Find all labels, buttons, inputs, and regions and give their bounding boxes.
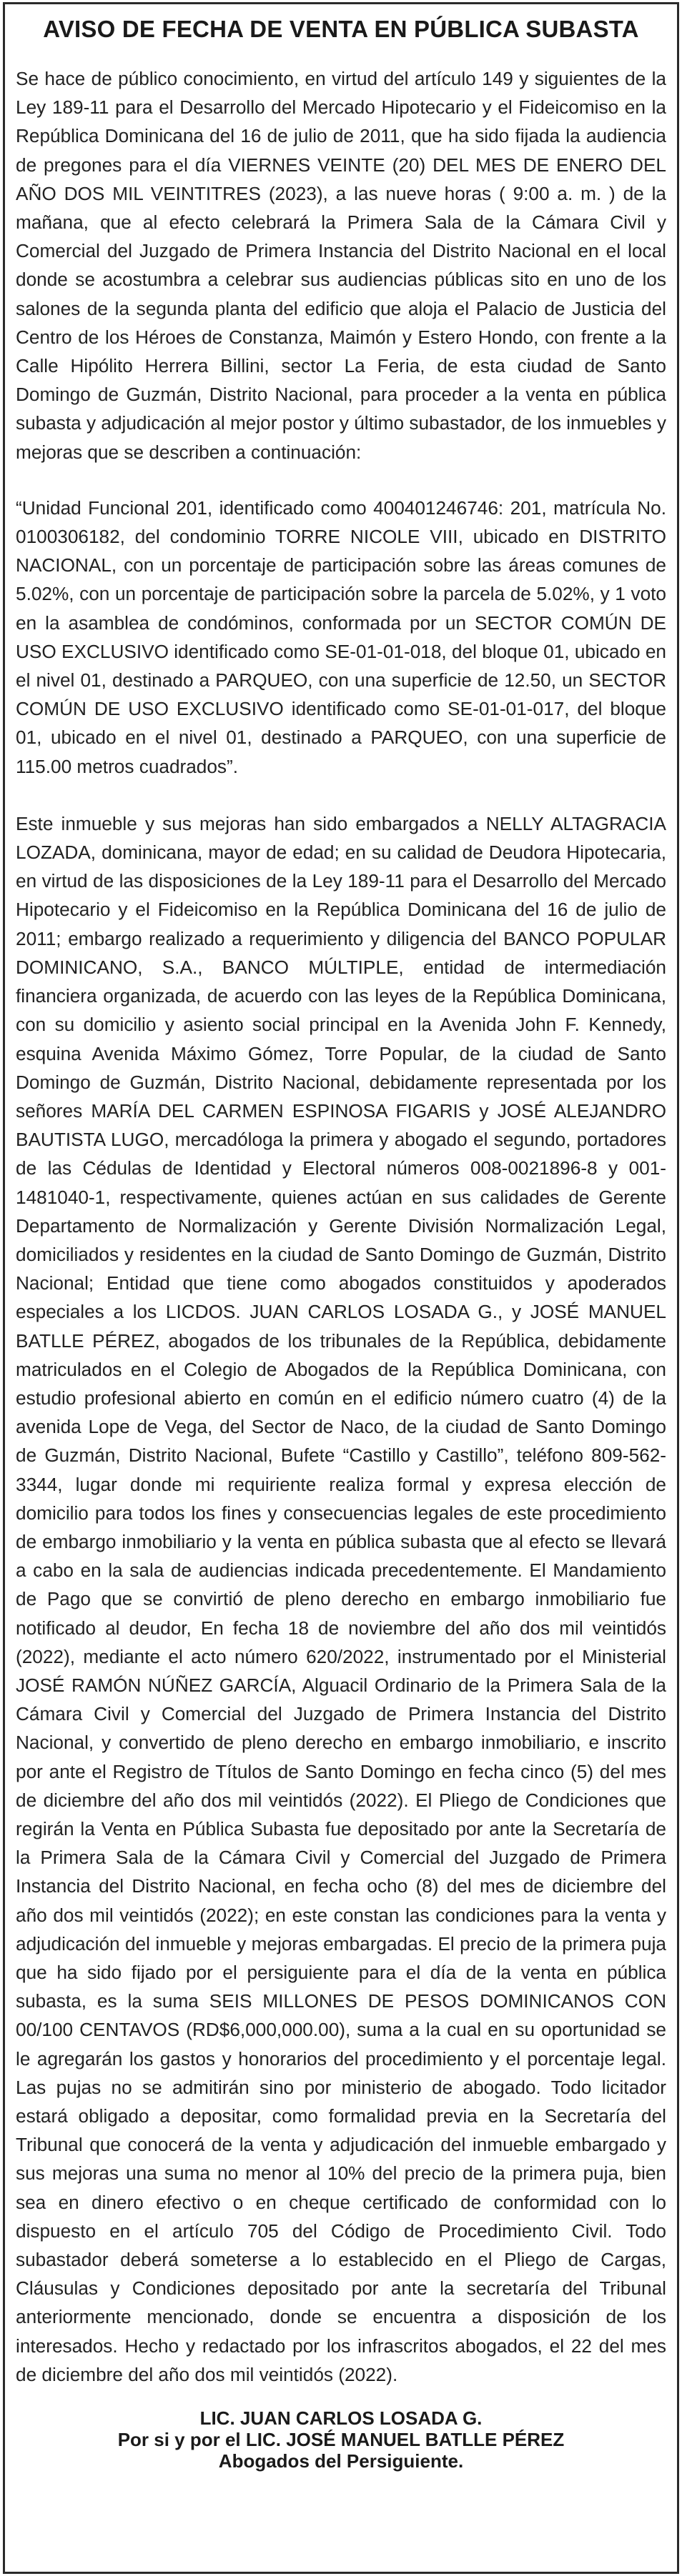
signature-line-co-lawyer: Por si y por el LIC. JOSÉ MANUEL BATLLE PÉREZ	[117, 2429, 565, 2451]
announcement-paragraph: Se hace de público conocimiento, en virtud del artículo 149 y siguientes de la Ley 189-11 para el Desarrollo del Mercado Hipotecario y el Fideicomiso en la República Dominicana del 16 de julio de 2011, que ha sido fijada la audiencia de pregones para el día VIERNES VEINTE (20) DEL MES DE ENERO DEL AÑO DOS MIL VEINTITRES (2023), a las nueve horas ( 9:00 a. m. ) de la mañana, que al efecto celebrará la Primera Sala de la Cámara Civil y Comercial del Juzgado de Primera Instancia del Distrito Nacional en el local donde se acostumbra a celebrar sus audiencias públicas sito en uno de los salones de la segunda planta del edificio que aloja el Palacio de Justicia del Centro de los Héroes de Constanza, Maimón y Estero Hondo, con frente a la Calle Hipólito Herrera Billini, sector La Feria, de esta ciudad de Santo Domingo de Guzmán, Distrito Nacional, para proceder a la venta en pública subasta y adjudicación al mejor postor y último subastador, de los inmuebles y mejoras que se describen a continuación:	[16, 68, 666, 463]
property-description-paragraph: “Unidad Funcional 201, identificado como 400401246746: 201, matrícula No. 0100306182, del condominio TORRE NICOLE VIII, ubicado en DISTRITO NACIONAL, con un porcentaje de participación sobre las áreas comunes de 5.02%, con un porcentaje de participación sobre la parcela de 5.02%, y 1 voto en la asamblea de condóminos, conformada por un SECTOR COMÚN DE USO EXCLUSIVO identificado como SE-01-01-018, del bloque 01, ubicado en el nivel 01, destinado a PARQUEO, con una superficie de 12.50, un SECTOR COMÚN DE USO EXCLUSIVO identificado como SE-01-01-017, del bloque 01, ubicado en el nivel 01, destinado a PARQUEO, con una superficie de 115.00 metros cuadrados”.	[16, 496, 666, 777]
signature-line-role: Abogados del Persiguiente.	[218, 2450, 464, 2472]
signature-line-lawyer: LIC. JUAN CARLOS LOSADA G.	[199, 2407, 483, 2430]
signature-block	[16, 2407, 666, 2472]
notice-body	[16, 16, 666, 2472]
seizure-details-paragraph: Este inmueble y sus mejoras han sido embargados a NELLY ALTAGRACIA LOZADA, dominicana, mayor de edad; en su calidad de Deudora Hipotecaria, en virtud de las disposiciones de la Ley 189-11 para el Desarrollo del Mercado Hipotecario y el Fideicomiso en la República Dominicana del 16 de julio de 2011; embargo realizado a requerimiento y diligencia del BANCO POPULAR DOMINICANO, S.A., BANCO MÚLTIPLE, entidad de intermediación financiera organizada, de acuerdo con las leyes de la República Dominicana, con su domicilio y asiento social principal en la Avenida John F. Kennedy, esquina Avenida Máximo Gómez, Torre Popular, de la ciudad de Santo Domingo de Guzmán, Distrito Nacional, debidamente representada por los señores MARÍA DEL CARMEN ESPINOSA FIGARIS y JOSÉ ALEJANDRO BAUTISTA LUGO, mercadóloga la primera y abogado el segundo, portadores de las Cédulas de Identidad y Electoral números 008-0021896-8 y 001-1481040-1, respectivamente, quienes actúan en sus calidades de Gerente Departamento de Normalización y Gerente División Normalización Legal, domiciliados y residentes en la ciudad de Santo Domingo de Guzmán, Distrito Nacional; Entidad que tiene como abogados constituidos y apoderados especiales a los LICDOS. JUAN CARLOS LOSADA G., y JOSÉ MANUEL BATLLE PÉREZ, abogados de los tribunales de la República, debidamente matriculados en el Colegio de Abogados de la República Dominicana, con estudio profesional abierto en común en el edificio número cuatro (4) de la avenida Lope de Vega, del Sector de Naco, de la ciudad de Santo Domingo de Guzmán, Distrito Nacional, Bufete “Castillo y Castillo”, teléfono 809-562-3344, lugar donde mi requiriente realiza formal y expresa elección de domicilio para todos los fines y consecuencias legales de este procedimiento de embargo inmobiliario y la venta en pública subasta que al efecto se llevará a cabo en la sala de audiencias indicada precedentemente. El Mandamiento de Pago que se convirtió de pleno derecho en embargo inmobiliario fue notificado al deudor, En fecha 18 de noviembre del año dos mil veintidós (2022), mediante el acto número 620/2022, instrumentado por el Ministerial JOSÉ RAMÓN NÚÑEZ GARCÍA, Alguacil Ordinario de la Primera Sala de la Cámara Civil y Comercial del Juzgado de Primera Instancia del Distrito Nacional, y convertido de pleno derecho en embargo inmobiliario, e inscrito por ante el Registro de Títulos de Santo Domingo en fecha cinco (5) del mes de diciembre del año dos mil veintidós (2022). El Pliego de Condiciones que regirán la Venta en Pública Subasta fue depositado por ante la Secretaría de la Primera Sala de la Cámara Civil y Comercial del Juzgado de Primera Instancia del Distrito Nacional, en fecha ocho (8) del mes de diciembre del año dos mil veintidós (2022); en este constan las condiciones para la venta y adjudicación del inmueble y mejoras embargadas. El precio de la primera puja que ha sido fijado por el persiguiente para el día de la venta en pública subasta, es la suma SEIS MILLONES DE PESOS DOMINICANOS CON 00/100 CENTAVOS (RD$6,000,000.00), suma a la cual en su oportunidad se le agregarán los gastos y honorarios del procedimiento y el porcentaje legal. Las pujas no se admitirán sino por ministerio de abogado. Todo licitador estará obligado a depositar, como formalidad previa en la Secretaría del Tribunal que conocerá de la venta y adjudicación del inmueble embargado y sus mejoras una suma no menor al 10% del precio de la primera puja, bien sea en dinero efectivo o en cheque certificado de conformidad con lo dispuesto en el artículo 705 del Código de Procedimiento Civil. Todo subastador deberá someterse a lo establecido en el Pliego de Cargas, Cláusulas y Condiciones depositado por ante la secretaría del Tribunal anteriormente mencionado, donde se encuentra a disposición de los interesados. Hecho y redactado por los infrascritos abogados, el 22 del mes de diciembre del año dos mil veintidós (2022).	[16, 812, 666, 2385]
notice-title: AVISO DE FECHA DE VENTA EN PÚBLICA SUBASTA	[43, 16, 639, 42]
